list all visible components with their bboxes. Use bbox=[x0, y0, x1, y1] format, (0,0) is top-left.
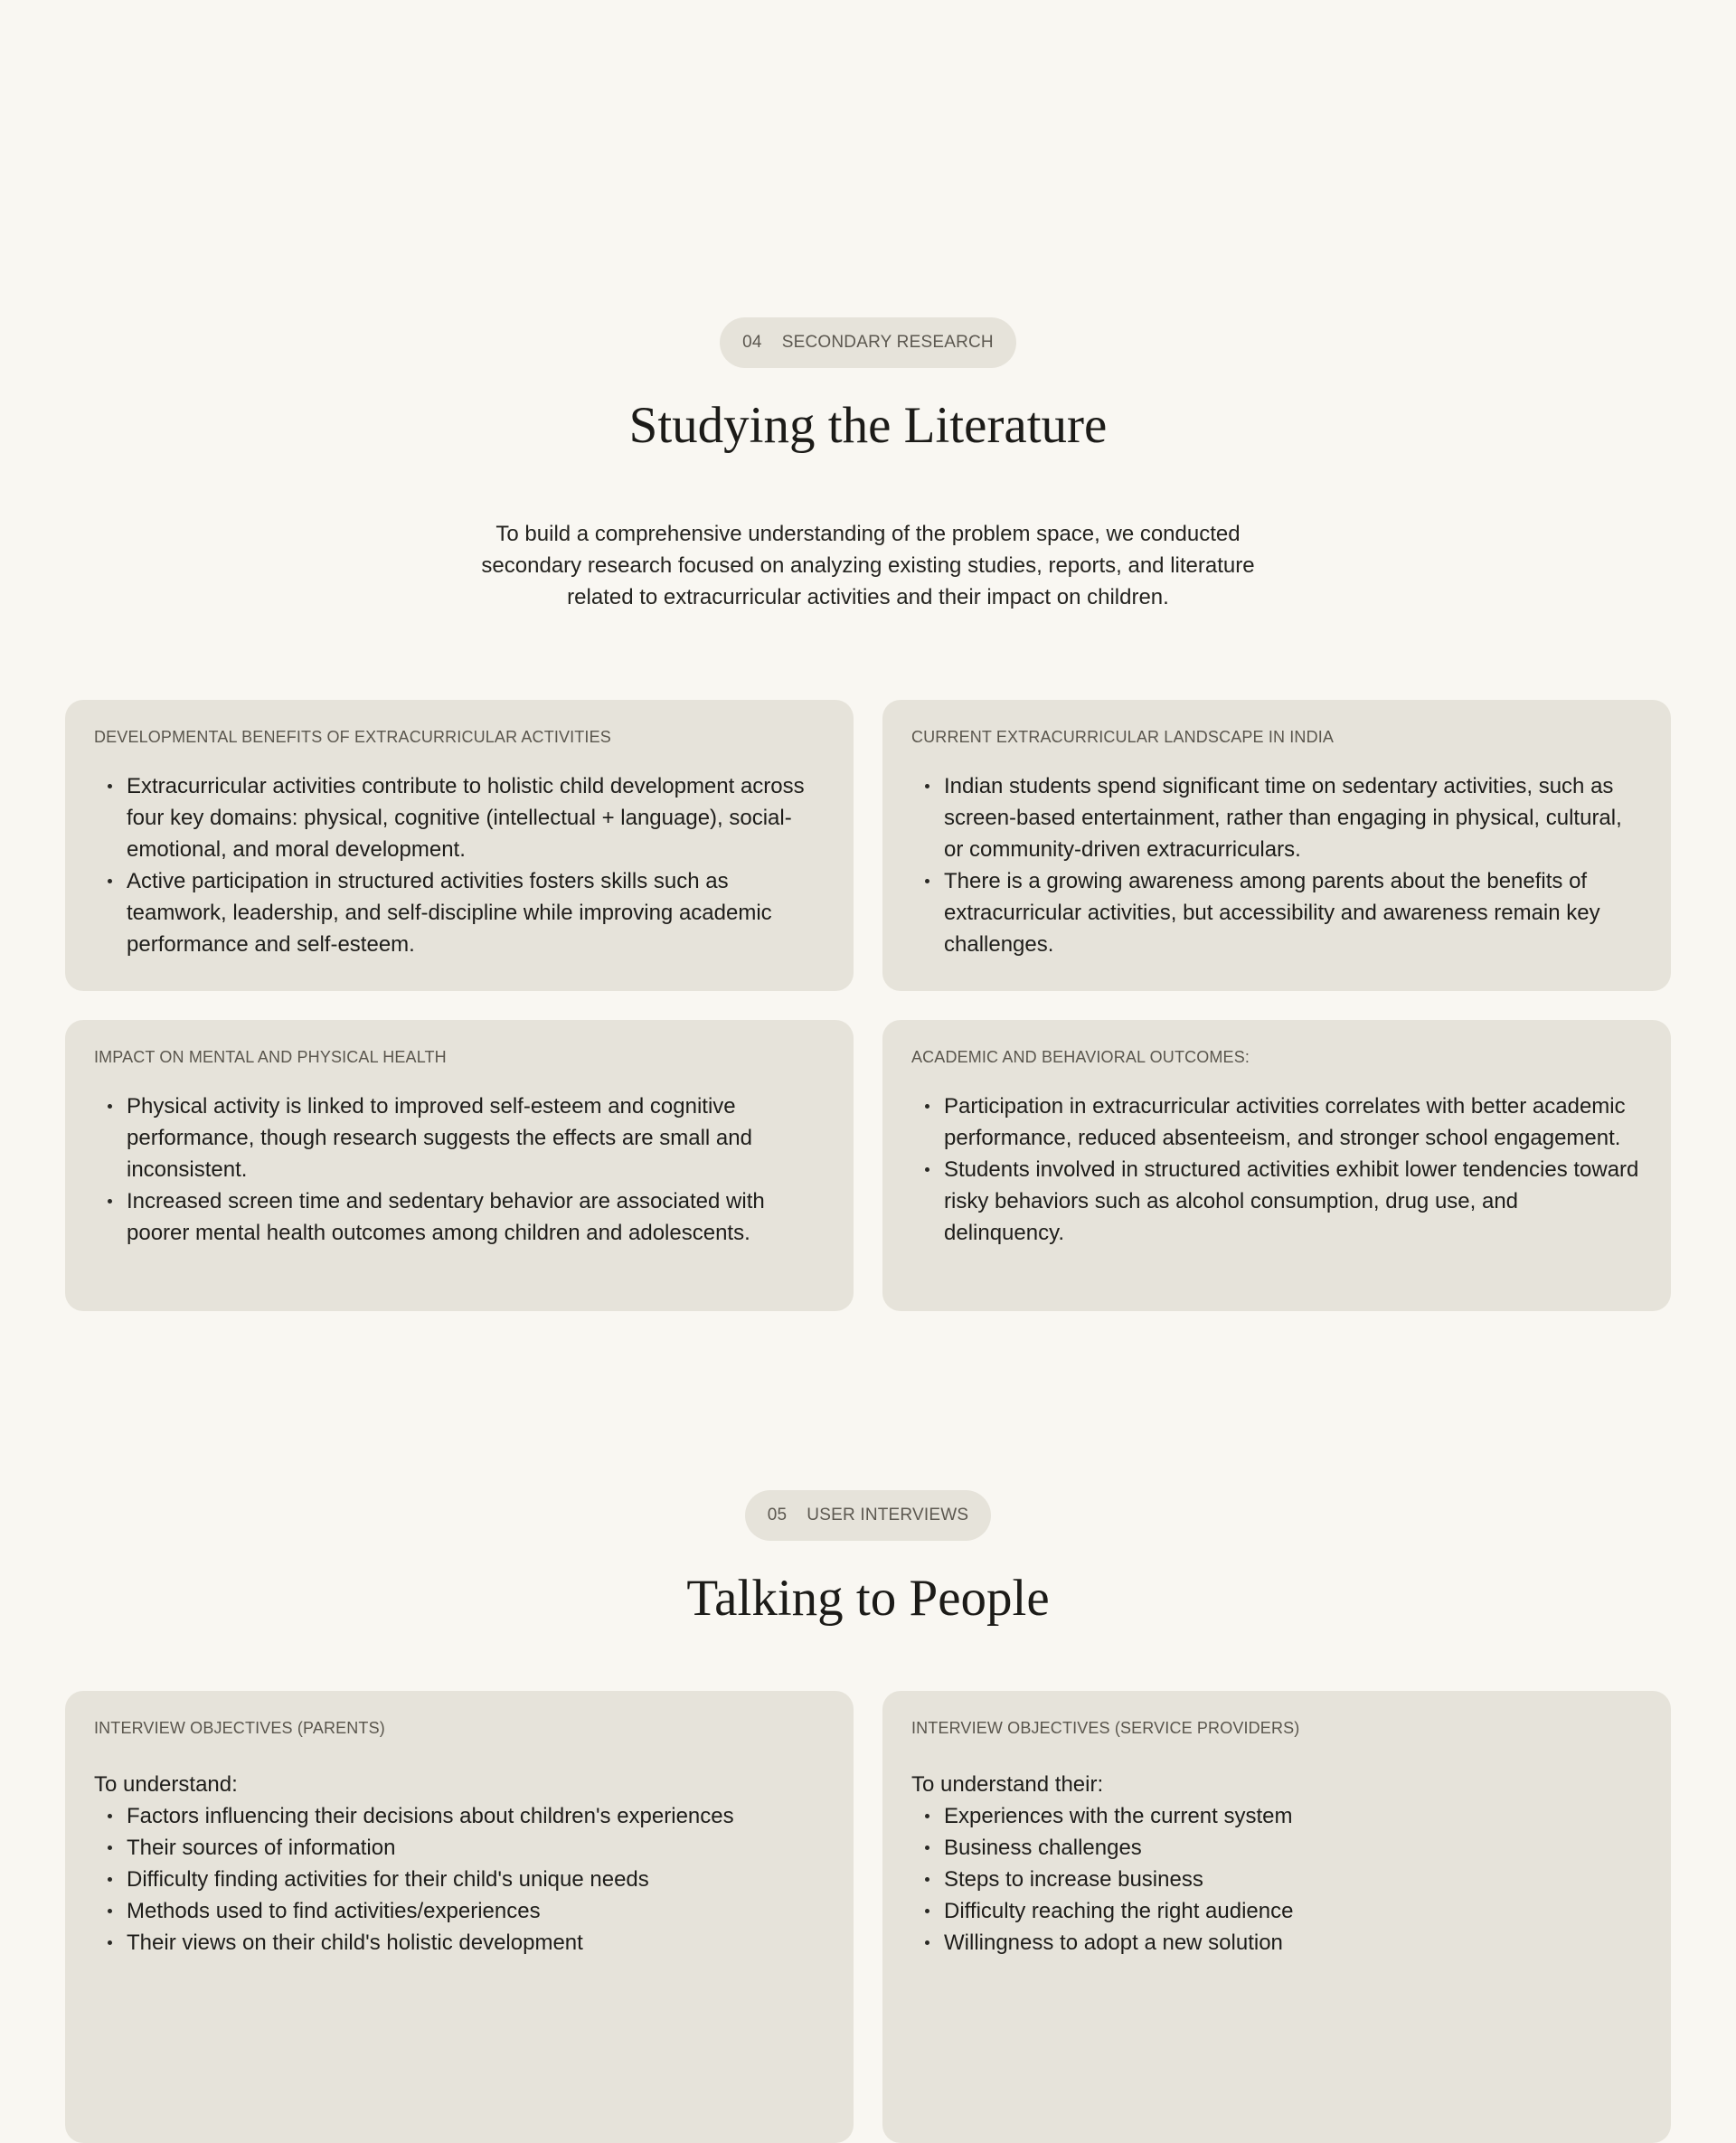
list-item: Indian students spend significant time on sedentary activities, such as screen-based entertainment, rather than engaging in physical, cultural, or community-driven extracurriculars. bbox=[911, 770, 1642, 865]
card-title: DEVELOPMENTAL BENEFITS OF EXTRACURRICULAR ACTIVITIES bbox=[94, 727, 611, 746]
section-badge bbox=[720, 317, 1016, 368]
section-title: Studying the Literature bbox=[628, 397, 1108, 454]
list-item: Factors influencing their decisions about children's experiences bbox=[94, 1800, 825, 1832]
card-title: ACADEMIC AND BEHAVIORAL OUTCOMES: bbox=[911, 1047, 1250, 1066]
section-number: 05 bbox=[767, 1506, 788, 1525]
list-item: Participation in extracurricular activities correlates with better academic performance, reduced absenteeism, and stronger school engagement. bbox=[911, 1090, 1642, 1154]
interview-card-parents bbox=[65, 1691, 854, 2143]
card-title: INTERVIEW OBJECTIVES (PARENTS) bbox=[94, 1718, 385, 1737]
list-item: Difficulty reaching the right audience bbox=[911, 1895, 1642, 1927]
secondary-research-section bbox=[0, 317, 1736, 1311]
section-number: 04 bbox=[742, 333, 762, 352]
list-item: Methods used to find activities/experiences bbox=[94, 1895, 825, 1927]
list-item: Extracurricular activities contribute to holistic child development across four key domains: physical, cognitive (intellectual + language), social-emotional, and moral development. bbox=[94, 770, 825, 865]
list-item: Steps to increase business bbox=[911, 1864, 1642, 1895]
research-card-health-impact bbox=[65, 1020, 854, 1311]
card-title: CURRENT EXTRACURRICULAR LANDSCAPE IN INDIA bbox=[911, 727, 1335, 746]
list-item: Their sources of information bbox=[94, 1832, 825, 1864]
card-bullets bbox=[94, 1800, 825, 1959]
section-label: USER INTERVIEWS bbox=[807, 1506, 969, 1525]
card-lead: To understand: bbox=[94, 1771, 238, 1797]
card-bullets bbox=[911, 1800, 1642, 1959]
list-item: Their views on their child's holistic development bbox=[94, 1927, 825, 1959]
research-card-developmental-benefits bbox=[65, 700, 854, 991]
research-card-india-landscape bbox=[882, 700, 1671, 991]
section-badge bbox=[745, 1490, 992, 1541]
card-bullets bbox=[94, 770, 825, 960]
interview-card-service-providers bbox=[882, 1691, 1671, 2143]
card-bullets bbox=[911, 1090, 1642, 1249]
list-item: Experiences with the current system bbox=[911, 1800, 1642, 1832]
section-label: SECONDARY RESEARCH bbox=[781, 333, 994, 352]
card-title: IMPACT ON MENTAL AND PHYSICAL HEALTH bbox=[94, 1047, 447, 1066]
card-bullets bbox=[94, 1090, 825, 1249]
list-item: Business challenges bbox=[911, 1832, 1642, 1864]
research-card-academic-outcomes bbox=[882, 1020, 1671, 1311]
card-bullets bbox=[911, 770, 1642, 960]
interview-cards-grid bbox=[65, 1691, 1671, 2143]
list-item: There is a growing awareness among parents about the benefits of extracurricular activities, but accessibility and awareness remain key challenges. bbox=[911, 865, 1642, 960]
research-cards-grid bbox=[65, 700, 1671, 1311]
list-item: Active participation in structured activities fosters skills such as teamwork, leadership, and self-discipline while improving academic performance and self-esteem. bbox=[94, 865, 825, 960]
user-interviews-section bbox=[0, 1490, 1736, 2143]
card-lead: To understand their: bbox=[911, 1771, 1104, 1797]
list-item: Physical activity is linked to improved self-esteem and cognitive performance, though research suggests the effects are small and inconsistent. bbox=[94, 1090, 825, 1185]
card-title: INTERVIEW OBJECTIVES (SERVICE PROVIDERS) bbox=[911, 1718, 1300, 1737]
section-intro: To build a comprehensive understanding of the problem space, we conducted secondary research focused on analyzing existing studies, reports, and literature related to extracurricular activities and their impact on children. bbox=[481, 521, 1255, 609]
list-item: Willingness to adopt a new solution bbox=[911, 1927, 1642, 1959]
list-item: Students involved in structured activities exhibit lower tendencies toward risky behaviors such as alcohol consumption, drug use, and delinquency. bbox=[911, 1154, 1642, 1249]
section-title: Talking to People bbox=[686, 1570, 1050, 1627]
list-item: Increased screen time and sedentary behavior are associated with poorer mental health outcomes among children and adolescents. bbox=[94, 1185, 825, 1249]
list-item: Difficulty finding activities for their child's unique needs bbox=[94, 1864, 825, 1895]
